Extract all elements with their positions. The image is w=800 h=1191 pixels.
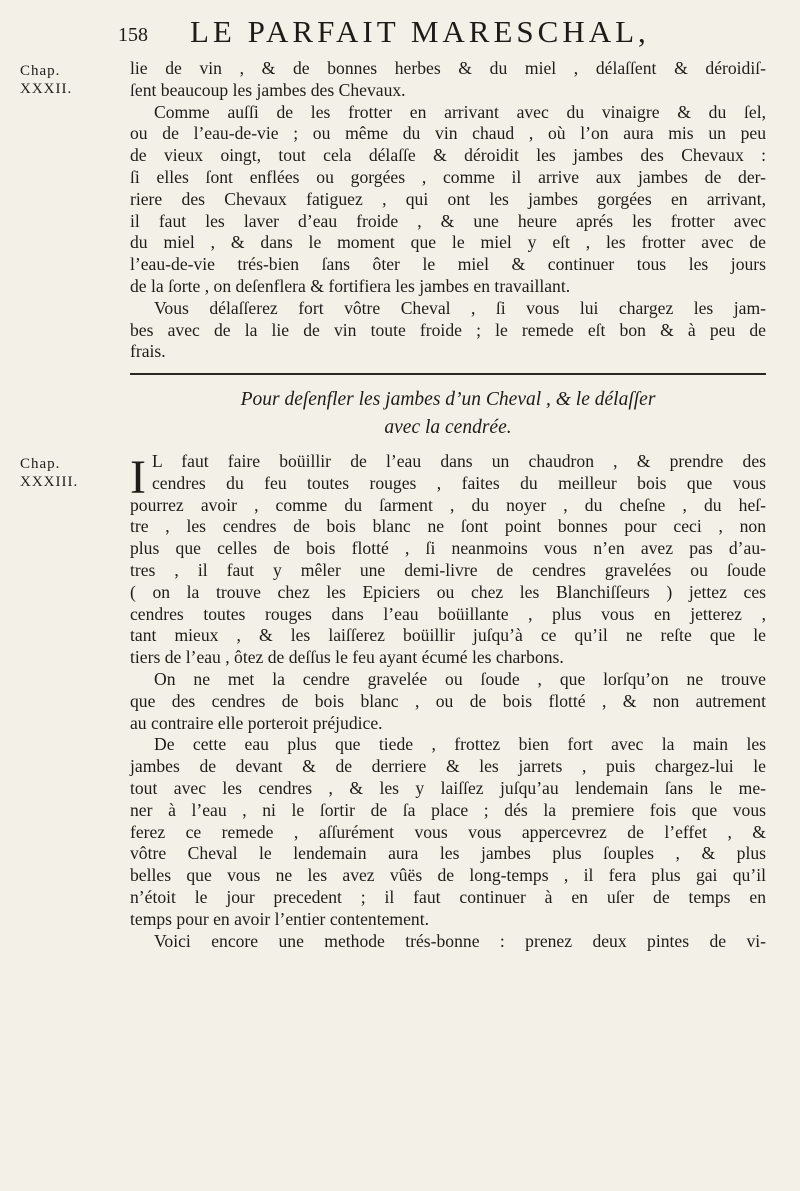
- text-line: bes avec de la lie de vin toute froide ; le remede eſt bon & à peu de: [130, 319, 766, 340]
- margin-chap-label: Chap.: [20, 63, 61, 79]
- text-line: jambes de devant & de derriere & les jarrets , puis chargez-lui le: [130, 756, 766, 777]
- text-line: pourrez avoir , comme du ſarment , du noyer , du cheſne , du heſ-: [130, 494, 766, 515]
- page-number: 158: [118, 24, 148, 46]
- text-line: n’étoit le jour precedent ; il faut continuer à en uſer de temps en: [130, 886, 766, 907]
- text-line: il faut les laver d’eau froide , & une heure aprés les frotter avec: [130, 210, 766, 231]
- text-line: tant mieux , & les laiſſerez boüillir juſqu’à ce qu’il ne reſte que le: [130, 625, 766, 646]
- text-line: ferez ce remede , aſſurément vous vous appercevrez de l’effet , &: [130, 821, 766, 842]
- margin-chapter-note: [20, 455, 78, 491]
- text-line: ner à l’eau , ni le ſortir de ſa place ; dés la premiere fois que vous: [130, 799, 766, 820]
- text-line: tres , il faut y mêler une demi-livre de cendres gravelées ou ſoude: [130, 559, 766, 580]
- margin-chap-label: Chap.: [20, 456, 61, 472]
- text-line: cendres du feu toutes rouges , faites du meilleur bois que vous: [152, 472, 766, 493]
- text-line: de vieux oingt, tout cela délaſſe & déroidit les jambes des Chevaux :: [130, 145, 766, 166]
- section-divider-rule: [130, 373, 766, 375]
- text-line: tout avec les cendres , & les y laiſſez juſqu’au lendemain ſans le me-: [130, 777, 766, 798]
- margin-chap-number: XXXII.: [20, 81, 73, 97]
- section-title-line: Pour deſenfler les jambes d’un Cheval , & le délaſſer: [240, 389, 656, 410]
- running-title: LE PARFAIT MARESCHAL,: [190, 14, 650, 49]
- text-line: ſi elles ſont enflées ou gorgées , comme il arrive aux jambes de der-: [130, 166, 766, 187]
- text-line: Comme auſſi de les frotter en arrivant avec du vinaigre & du ſel,: [154, 101, 766, 122]
- text-line: riere des Chevaux fatiguez , qui ont les jambes gorgées en arrivant,: [130, 188, 766, 209]
- text-line: De cette eau plus que tiede , frottez bien fort avec la main les: [154, 734, 766, 755]
- text-line: L faut faire boüillir de l’eau dans un chaudron , & prendre des: [152, 451, 766, 471]
- text-line: tiers de l’eau , ôtez de deſſus le feu ayant écumé les charbons.: [130, 647, 564, 668]
- text-line: au contraire elle porteroit préjudice.: [130, 712, 383, 733]
- section-title-line: avec la cendrée.: [384, 417, 512, 438]
- text-line: On ne met la cendre gravelée ou ſoude , que lorſqu’on ne trouve: [154, 668, 766, 689]
- text-line: l’eau-de-vie trés-bien ſans ôter le miel & continuer tous les jours: [130, 254, 766, 275]
- text-line: de la ſorte , on deſenflera & fortifiera les jambes en travaillant.: [130, 275, 571, 296]
- text-line: tre , les cendres de bois blanc ne ſont point bonnes pour ceci , non: [130, 516, 766, 537]
- text-line: frais.: [130, 341, 166, 362]
- text-line: ou de l’eau-de-vie ; ou même du vin chaud , où l’on aura mis un peu: [130, 123, 766, 144]
- text-line: que des cendres de bois blanc , ou de bois flotté , & non autrement: [130, 690, 766, 711]
- text-line: vôtre Cheval le lendemain aura les jambes plus ſouples , & plus: [130, 843, 766, 864]
- text-line: cendres toutes rouges dans l’eau boüillante , plus vous en jetterez ,: [130, 603, 766, 624]
- text-line: lie de vin , & de bonnes herbes & du miel , délaſſent & déroidiſ-: [130, 58, 766, 78]
- margin-chapter-note: [20, 62, 72, 98]
- section-title: [130, 386, 766, 442]
- text-line: temps pour en avoir l’entier contentement.: [130, 908, 429, 929]
- text-line: plus que celles de bois flotté , ſi neanmoins vous n’en avez pas d’au-: [130, 538, 766, 559]
- text-line: Vous délaſſerez fort vôtre Cheval , ſi vous lui chargez les jam-: [154, 297, 766, 318]
- text-line: du miel , & dans le moment que le miel y eſt , les frotter avec de: [130, 232, 766, 253]
- page-header: [118, 10, 718, 56]
- margin-chap-number: XXXIII.: [20, 474, 79, 490]
- section-one-text: [130, 58, 766, 363]
- text-line: ſent beaucoup les jambes des Chevaux.: [130, 79, 406, 100]
- section-two-text: [130, 451, 766, 952]
- text-line: ( on la trouve chez les Epiciers ou chez les Blanchiſſeurs ) jettez ces: [130, 581, 766, 602]
- text-line: belles que vous ne les avez vûës de long-temps , il fera plus gai qu’il: [130, 865, 766, 886]
- drop-cap: I: [130, 451, 146, 504]
- text-line: Voici encore une methode trés-bonne : prenez deux pintes de vi-: [154, 930, 766, 951]
